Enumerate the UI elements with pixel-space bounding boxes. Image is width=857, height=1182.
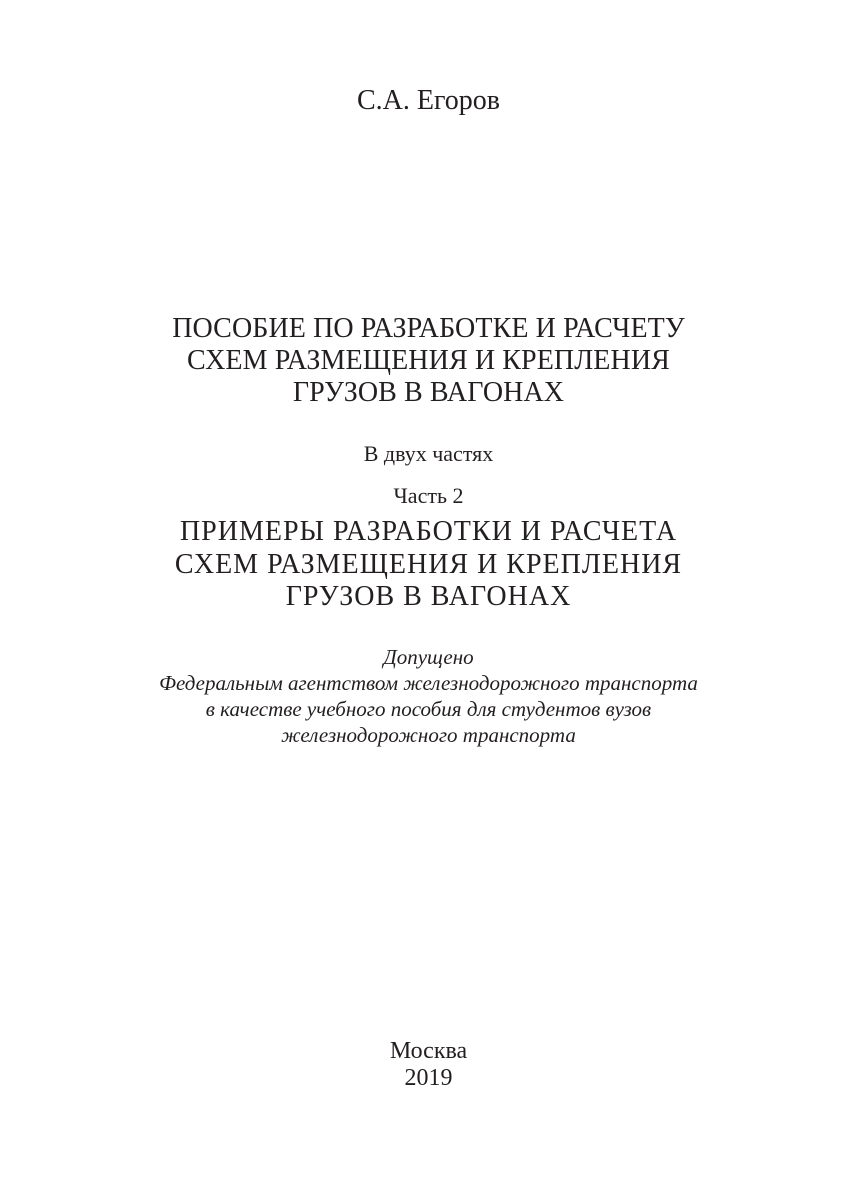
approval-line-2: Федеральным агентством железнодорожного транспорта [159, 671, 698, 695]
publication-city: Москва [389, 1038, 468, 1064]
book-title-line-1: ПОСОБИЕ ПО РАЗРАБОТКЕ И РАСЧЕТУ [172, 313, 685, 344]
author-name: С.А. Егоров [356, 85, 500, 116]
part-label: Часть 2 [393, 483, 464, 508]
part-title-line-2: СХЕМ РАЗМЕЩЕНИЯ И КРЕПЛЕНИЯ [174, 549, 683, 580]
part-title-line-3: ГРУЗОВ В ВАГОНАХ [285, 581, 572, 612]
publication-year: 2019 [404, 1065, 453, 1091]
book-title-line-3: ГРУЗОВ В ВАГОНАХ [292, 377, 565, 408]
approval-line-1: Допущено [383, 645, 474, 669]
parts-note: В двух частях [363, 441, 494, 466]
approval-line-4: железнодорожного транспорта [281, 723, 576, 747]
approval-line-3: в качестве учебного пособия для студентов вузов [205, 697, 652, 721]
part-title-line-1: ПРИМЕРЫ РАЗРАБОТКИ И РАСЧЕТА [179, 516, 678, 547]
book-title-line-2: СХЕМ РАЗМЕЩЕНИЯ И КРЕПЛЕНИЯ [187, 345, 670, 376]
